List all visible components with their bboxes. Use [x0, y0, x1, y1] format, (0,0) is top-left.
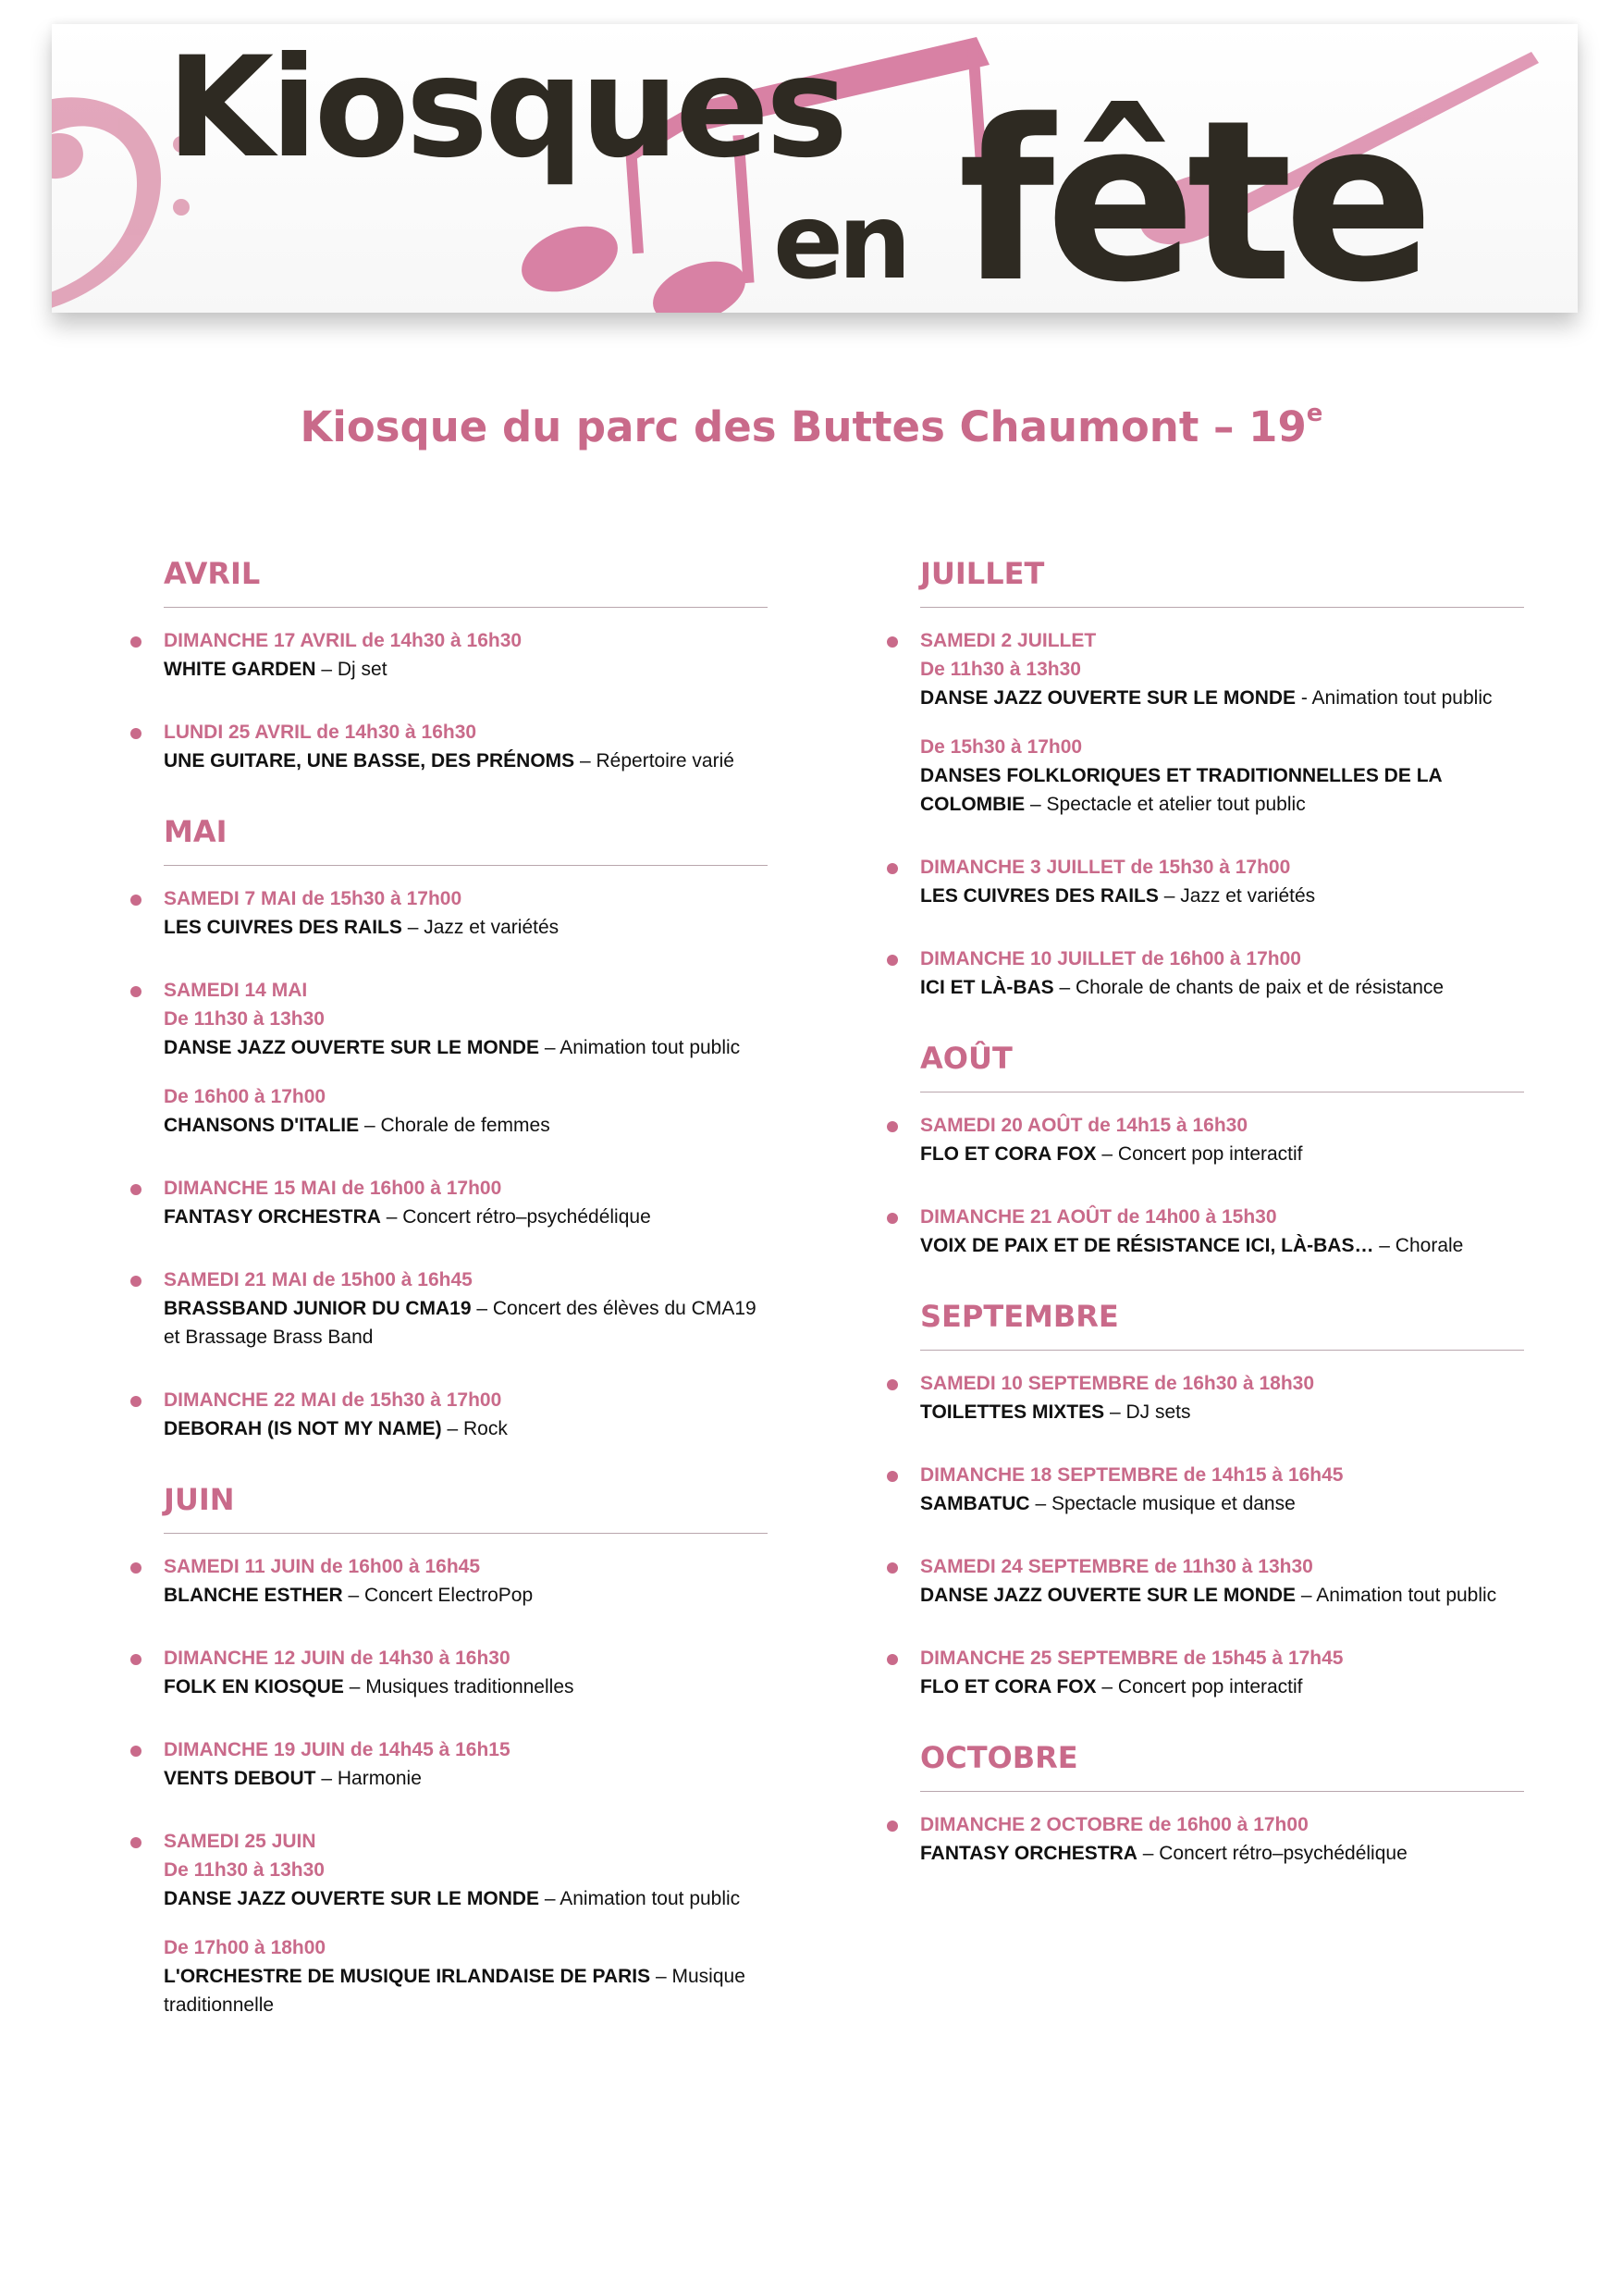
- event-item: [129, 976, 768, 1140]
- event-item: [886, 1644, 1524, 1701]
- event-date: SAMEDI 11 JUIN de 16h00 à 16h45: [164, 1556, 480, 1577]
- bullet-icon: [130, 986, 141, 997]
- event-name: DANSE JAZZ OUVERTE SUR LE MONDE: [164, 1888, 540, 1909]
- event-description: – Jazz et variétés: [401, 917, 559, 938]
- event-date: DIMANCHE 18 SEPTEMBRE de 14h15 à 16h45: [920, 1464, 1344, 1486]
- event-line: [164, 1764, 768, 1793]
- month-heading: SEPTEMBRE: [920, 1299, 1119, 1334]
- event-description: – Chorale: [1373, 1235, 1464, 1256]
- event-line: [920, 761, 1524, 819]
- bullet-icon: [130, 636, 141, 648]
- event-line: [164, 1294, 768, 1352]
- event-line: [920, 1839, 1524, 1868]
- month-heading: AVRIL: [164, 556, 261, 591]
- event-description: – Harmonie: [315, 1768, 422, 1789]
- event-time: De 11h30 à 13h30: [164, 1008, 325, 1030]
- logo-en: en: [773, 182, 906, 302]
- event-item: [129, 1827, 768, 2019]
- event-date: DIMANCHE 12 JUIN de 14h30 à 16h30: [164, 1648, 510, 1669]
- event-description: – Concert rétro–psychédélique: [1137, 1843, 1408, 1864]
- event-date: SAMEDI 25 JUIN: [164, 1831, 316, 1852]
- event-name: BRASSBAND JUNIOR DU CMA19: [164, 1298, 472, 1319]
- event-date: DIMANCHE 21 AOÛT de 14h00 à 15h30: [920, 1206, 1277, 1228]
- event-line: [164, 913, 768, 942]
- event-item: [129, 884, 768, 942]
- event-name: VENTS DEBOUT: [164, 1768, 316, 1789]
- event-item: [129, 1386, 768, 1443]
- event-description: – Jazz et variétés: [1158, 885, 1316, 907]
- event-item: [886, 944, 1524, 1002]
- event-date: LUNDI 25 AVRIL de 14h30 à 16h30: [164, 722, 477, 743]
- bullet-icon: [130, 895, 141, 906]
- event-description: – Répertoire varié: [574, 750, 734, 772]
- bullet-icon: [887, 1471, 898, 1482]
- event-description: – DJ sets: [1104, 1401, 1191, 1423]
- bullet-icon: [887, 1121, 898, 1132]
- event-description: – Concert ElectroPop: [342, 1585, 534, 1606]
- event-date: DIMANCHE 15 MAI de 16h00 à 17h00: [164, 1178, 502, 1199]
- month-heading: OCTOBRE: [920, 1740, 1078, 1775]
- event-time: De 11h30 à 13h30: [164, 1859, 325, 1881]
- event-line: [920, 1398, 1524, 1426]
- bullet-icon: [130, 1562, 141, 1574]
- event-date: SAMEDI 7 MAI de 15h30 à 17h00: [164, 888, 462, 909]
- event-name: FANTASY ORCHESTRA: [920, 1843, 1137, 1864]
- event-description: – Animation tout public: [539, 1888, 741, 1909]
- event-description: – Concert rétro–psychédélique: [380, 1206, 651, 1228]
- event-item: [129, 626, 768, 684]
- event-name: DANSE JAZZ OUVERTE SUR LE MONDE: [920, 1585, 1297, 1606]
- header-banner: [52, 24, 1578, 313]
- event-line: [164, 1962, 768, 2019]
- event-description: - Animation tout public: [1296, 687, 1493, 709]
- event-item: [886, 1552, 1524, 1610]
- left-column: [129, 551, 768, 2054]
- event-date: SAMEDI 24 SEPTEMBRE de 11h30 à 13h30: [920, 1556, 1313, 1577]
- event-item: [886, 853, 1524, 910]
- month-divider: [920, 607, 1524, 608]
- event-date: SAMEDI 10 SEPTEMBRE de 16h30 à 18h30: [920, 1373, 1314, 1394]
- event-name: UNE GUITARE, UNE BASSE, DES PRÉNOMS: [164, 750, 575, 772]
- month-divider: [164, 1533, 768, 1534]
- event-date: DIMANCHE 10 JUILLET de 16h00 à 17h00: [920, 948, 1301, 969]
- month-heading: MAI: [164, 814, 227, 849]
- event-item: [886, 1203, 1524, 1260]
- event-line: [164, 1111, 768, 1140]
- page-title-text: Kiosque du parc des Buttes Chaumont – 19: [300, 402, 1307, 451]
- event-line: [920, 973, 1524, 1002]
- event-date: SAMEDI 21 MAI de 15h00 à 16h45: [164, 1269, 473, 1290]
- event-description: – Animation tout public: [1296, 1585, 1497, 1606]
- bullet-icon: [130, 1746, 141, 1757]
- event-date: SAMEDI 2 JUILLET: [920, 630, 1097, 651]
- event-line: [920, 1581, 1524, 1610]
- event-name: FLO ET CORA FOX: [920, 1676, 1097, 1697]
- event-name: FANTASY ORCHESTRA: [164, 1206, 381, 1228]
- event-description: – Spectacle musique et danse: [1029, 1493, 1296, 1514]
- event-name: BLANCHE ESTHER: [164, 1585, 343, 1606]
- event-date: DIMANCHE 17 AVRIL de 14h30 à 16h30: [164, 630, 523, 651]
- event-line: [164, 747, 768, 775]
- event-line: [164, 1884, 768, 1913]
- event-description: – Concert pop interactif: [1096, 1143, 1303, 1165]
- bullet-icon: [887, 863, 898, 874]
- event-description: – Musiques traditionnelles: [343, 1676, 574, 1697]
- event-name: LES CUIVRES DES RAILS: [164, 917, 402, 938]
- event-item: [129, 1265, 768, 1352]
- event-name: DEBORAH (IS NOT MY NAME): [164, 1418, 442, 1439]
- event-name: DANSE JAZZ OUVERTE SUR LE MONDE: [920, 687, 1297, 709]
- event-description: – Concert pop interactif: [1096, 1676, 1303, 1697]
- event-line: [164, 655, 768, 684]
- event-item: [129, 1644, 768, 1701]
- event-name: CHANSONS D'ITALIE: [164, 1115, 360, 1136]
- bullet-icon: [130, 1276, 141, 1287]
- page-title: [0, 400, 1623, 451]
- event-date: SAMEDI 14 MAI: [164, 980, 308, 1001]
- bullet-icon: [887, 1654, 898, 1665]
- event-date: DIMANCHE 19 JUIN de 14h45 à 16h15: [164, 1739, 510, 1760]
- event-line: [164, 1414, 768, 1443]
- event-name: LES CUIVRES DES RAILS: [920, 885, 1159, 907]
- event-line: [920, 1140, 1524, 1168]
- event-description: – Chorale de chants de paix et de résistance: [1053, 977, 1445, 998]
- event-description: – Concert des élèves du CMA19 et Brassage Brass Band: [164, 1298, 756, 1348]
- event-line: [164, 1581, 768, 1610]
- logo-kiosques: Kiosques: [166, 28, 845, 189]
- month-heading: JUILLET: [920, 556, 1045, 591]
- event-time: De 11h30 à 13h30: [920, 659, 1081, 680]
- bullet-icon: [887, 636, 898, 648]
- month-section: [886, 1294, 1524, 1701]
- bullet-icon: [887, 955, 898, 966]
- bullet-icon: [130, 1837, 141, 1848]
- event-name: DANSE JAZZ OUVERTE SUR LE MONDE: [164, 1037, 540, 1058]
- event-description: – Animation tout public: [539, 1037, 741, 1058]
- month-divider: [164, 607, 768, 608]
- event-item: [886, 1810, 1524, 1868]
- page-title-superscript: e: [1306, 400, 1323, 427]
- month-divider: [164, 865, 768, 866]
- event-date: SAMEDI 20 AOÛT de 14h15 à 16h30: [920, 1115, 1248, 1136]
- bullet-icon: [130, 728, 141, 739]
- event-line: [920, 1673, 1524, 1701]
- event-item: [129, 1174, 768, 1231]
- month-section: [129, 1477, 768, 2019]
- month-section: [129, 809, 768, 1443]
- event-name: VOIX DE PAIX ET DE RÉSISTANCE ICI, LÀ-BAS…: [920, 1235, 1374, 1256]
- bullet-icon: [130, 1184, 141, 1195]
- event-name: ICI ET LÀ-BAS: [920, 977, 1054, 998]
- event-name: SAMBATUC: [920, 1493, 1030, 1514]
- right-column: [886, 551, 1524, 1902]
- event-line: [920, 1231, 1524, 1260]
- event-item: [886, 1461, 1524, 1518]
- event-item: [129, 1552, 768, 1610]
- month-divider: [920, 1350, 1524, 1351]
- event-description: – Dj set: [315, 659, 387, 680]
- event-line: [920, 684, 1524, 712]
- event-name: WHITE GARDEN: [164, 659, 316, 680]
- event-date: DIMANCHE 22 MAI de 15h30 à 17h00: [164, 1389, 502, 1411]
- event-line: [164, 1033, 768, 1062]
- event-name: L'ORCHESTRE DE MUSIQUE IRLANDAISE DE PARIS: [164, 1966, 651, 1987]
- event-name: FLO ET CORA FOX: [920, 1143, 1097, 1165]
- event-description: – Chorale de femmes: [359, 1115, 550, 1136]
- event-line: [920, 1489, 1524, 1518]
- month-section: [886, 1735, 1524, 1868]
- bullet-icon: [130, 1654, 141, 1665]
- event-name: FOLK EN KIOSQUE: [164, 1676, 344, 1697]
- month-heading: JUIN: [164, 1482, 235, 1517]
- event-description: – Rock: [441, 1418, 508, 1439]
- event-item: [886, 1369, 1524, 1426]
- event-line: [164, 1673, 768, 1701]
- event-time: De 16h00 à 17h00: [164, 1086, 326, 1107]
- bullet-icon: [887, 1379, 898, 1390]
- bullet-icon: [887, 1821, 898, 1832]
- event-date: DIMANCHE 2 OCTOBRE de 16h00 à 17h00: [920, 1814, 1309, 1835]
- bullet-icon: [887, 1562, 898, 1574]
- event-item: [886, 626, 1524, 819]
- event-description: – Musique traditionnelle: [164, 1966, 745, 2016]
- event-item: [886, 1111, 1524, 1168]
- event-line: [164, 1203, 768, 1231]
- logo-fete: fête: [958, 72, 1425, 313]
- event-date: DIMANCHE 3 JUILLET de 15h30 à 17h00: [920, 857, 1291, 878]
- event-name: TOILETTES MIXTES: [920, 1401, 1105, 1423]
- month-divider: [920, 1791, 1524, 1792]
- month-section: [129, 551, 768, 775]
- event-item: [129, 718, 768, 775]
- month-heading: AOÛT: [920, 1041, 1013, 1076]
- event-date: DIMANCHE 25 SEPTEMBRE de 15h45 à 17h45: [920, 1648, 1344, 1669]
- month-section: [886, 551, 1524, 1002]
- event-name: DANSES FOLKLORIQUES ET TRADITIONNELLES DE LA COLOMBIE: [920, 765, 1442, 815]
- event-item: [129, 1735, 768, 1793]
- event-line: [920, 882, 1524, 910]
- event-time: De 17h00 à 18h00: [164, 1937, 326, 1958]
- bullet-icon: [130, 1396, 141, 1407]
- month-section: [886, 1036, 1524, 1260]
- bullet-icon: [887, 1213, 898, 1224]
- event-description: – Spectacle et atelier tout public: [1025, 794, 1306, 815]
- event-time: De 15h30 à 17h00: [920, 736, 1083, 758]
